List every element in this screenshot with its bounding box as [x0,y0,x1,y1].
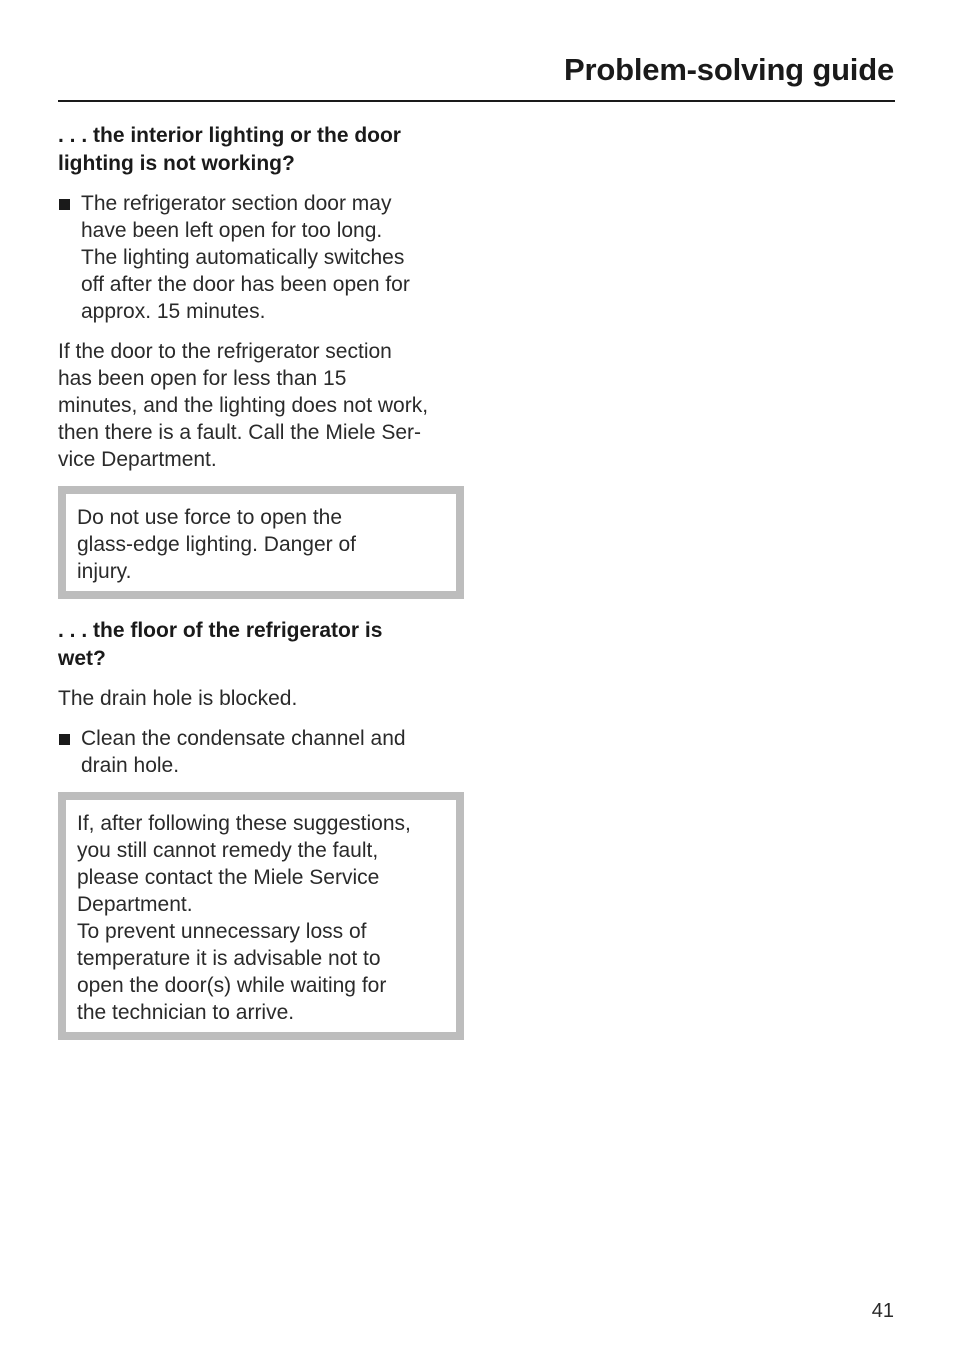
text-line: has been open for less than 15 [58,367,347,390]
text-line: you still cannot remedy the fault, [77,839,379,862]
bullet-item-clean-channel [58,725,464,779]
text-line: The refrigerator section door may [81,192,392,215]
text-line: Do not use force to open the [77,506,343,529]
service-notice-box [58,792,464,1040]
page-title: Problem-solving guide [564,52,894,87]
warning-text [77,504,444,585]
text-line: The lighting automatically switches [81,246,405,269]
text-line: then there is a fault. Call the Miele Ser- [58,421,422,444]
paragraph-fault [58,338,464,473]
heading-line: . . . the interior lighting or the door [58,124,401,147]
text-line: injury. [77,560,132,583]
bullet-item-door-open [58,190,464,325]
section-heading-floor-wet [58,617,464,673]
heading-line: . . . the floor of the refrigerator is [58,619,383,642]
header-divider [58,100,895,102]
heading-line: wet? [58,647,106,670]
square-bullet-icon [59,734,70,745]
text-line: Department. [77,893,193,916]
text-line: glass-edge lighting. Danger of [77,533,357,556]
square-bullet-icon [59,199,70,210]
text-line: temperature it is advisable not to [77,947,381,970]
text-line: To prevent unnecessary loss of [77,920,367,943]
text-line: off after the door has been open for [81,273,410,296]
text-line: approx. 15 minutes. [81,300,266,323]
text-line: open the door(s) while waiting for [77,974,387,997]
section-heading-lighting [58,122,464,178]
text-line: If the door to the refrigerator section [58,340,392,363]
paragraph-drain-blocked: The drain hole is blocked. [58,687,298,710]
text-line: If, after following these suggestions, [77,812,411,835]
notice-text [77,810,444,1026]
text-line: drain hole. [81,754,180,777]
text-line: vice Department. [58,448,217,471]
page-number: 41 [871,1300,894,1322]
text-line: Clean the condensate channel and [81,727,406,750]
text-line: minutes, and the lighting does not work, [58,394,429,417]
text-line: the technician to arrive. [77,1001,295,1024]
content-column [58,122,464,1058]
text-line: have been left open for too long. [81,219,383,242]
text-line: please contact the Miele Service [77,866,380,889]
heading-line: lighting is not working? [58,152,295,175]
warning-box [58,486,464,599]
